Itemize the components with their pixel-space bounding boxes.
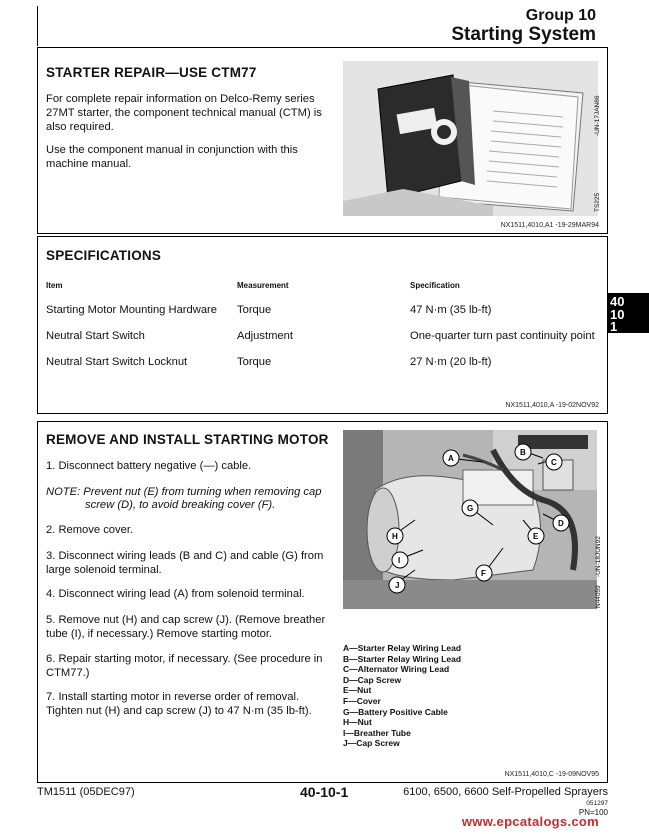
footer-title: 6100, 6500, 6600 Self-Propelled Sprayers	[403, 786, 608, 798]
svg-text:G: G	[467, 504, 474, 513]
step-6: 6. Repair starting motor, if necessary. (See procedure in CTM77.)	[46, 653, 323, 679]
starter-repair-panel	[37, 47, 608, 234]
spec-table-header	[46, 281, 599, 297]
column-header: Measurement	[237, 281, 289, 290]
svg-text:H: H	[392, 532, 398, 541]
spec-item: Neutral Start Switch Locknut	[46, 356, 188, 368]
spec-value: 27 N·m (20 lb-ft)	[410, 356, 492, 368]
legend-item: E—Nut	[343, 685, 372, 696]
manual-illustration	[343, 61, 598, 216]
spec-item: Neutral Start Switch	[46, 330, 145, 342]
svg-text:B: B	[520, 448, 526, 457]
spec-measurement: Adjustment	[237, 330, 293, 342]
section-title: Starting System	[451, 23, 596, 45]
step-1: 1. Disconnect battery negative (—) cable.	[46, 460, 252, 472]
spec-measurement: Torque	[237, 304, 272, 316]
manual-photo	[343, 61, 598, 216]
left-margin-rule	[37, 6, 38, 46]
reference-code: NX1511,4010,A -19-02NOV92	[505, 402, 599, 409]
svg-text:C: C	[551, 458, 557, 467]
group-number: Group 10	[525, 7, 596, 24]
paragraph: Use the component manual in conjunction with this machine manual.	[46, 144, 298, 170]
svg-text:I: I	[398, 556, 401, 565]
manual-code: TM1511 (05DEC97)	[37, 786, 135, 798]
legend-item: J—Cap Screw	[343, 738, 400, 749]
panel-title: STARTER REPAIR—USE CTM77	[46, 65, 257, 80]
svg-text:D: D	[558, 519, 564, 528]
legend-item: I—Breather Tube	[343, 727, 411, 738]
table-row	[46, 330, 599, 346]
step-7: 7. Install starting motor in reverse order of removal. Tighten nut (H) and cap screw (J) to 47 N·m (35 lb-ft).	[46, 691, 312, 717]
paragraph: For complete repair information on Delco-Remy series 27MT starter, the component technical manual (CTM) is also required.	[46, 93, 322, 133]
image-code: TS225	[594, 192, 601, 212]
note-line: NOTE: Prevent nut (E) from turning when removing cap	[46, 486, 322, 498]
image-code: -UN-17JAN86	[594, 95, 601, 136]
page-number: 40-10-1	[300, 784, 349, 800]
svg-text:J: J	[395, 581, 400, 590]
image-code: N44059	[595, 585, 602, 608]
spec-measurement: Torque	[237, 356, 272, 368]
footer-date-code: 051297	[586, 800, 608, 807]
step-5: 5. Remove nut (H) and cap screw (J). (Remove breather tube (I), if necessary.) Remove starting motor.	[46, 614, 326, 640]
legend-item: B—Starter Relay Wiring Lead	[343, 653, 462, 664]
table-row	[46, 356, 599, 372]
section-tab	[606, 293, 649, 333]
tab-line-2: 10	[610, 306, 625, 322]
image-code: -UN-18JUN92	[595, 536, 602, 577]
spec-value: One-quarter turn past continuity point	[410, 330, 595, 342]
column-header: Specification	[410, 281, 460, 290]
legend-item: D—Cap Screw	[343, 674, 402, 685]
legend-item: C—Alternator Wiring Lead	[343, 664, 450, 675]
reference-code: NX1511,4010,C -19-09NOV95	[504, 771, 599, 778]
svg-text:F: F	[481, 569, 486, 578]
legend-item: F—Cover	[343, 695, 381, 706]
column-header: Item	[46, 281, 63, 290]
starter-motor-photo	[343, 430, 597, 609]
svg-text:E: E	[533, 532, 539, 541]
reference-code: NX1511,4010,A1 -19-29MAR94	[500, 222, 599, 229]
table-row	[46, 304, 599, 320]
legend-item: A—Starter Relay Wiring Lead	[343, 643, 462, 653]
watermark: www.epcatalogs.com	[461, 814, 599, 829]
step-3: 3. Disconnect wiring leads (B and C) and cable (G) from large solenoid terminal.	[46, 550, 324, 576]
step-2: 2. Remove cover.	[46, 524, 134, 536]
group-header	[451, 8, 596, 45]
tab-line-1: 40	[610, 294, 625, 309]
starter-motor-illustration	[343, 430, 597, 609]
specifications-panel	[37, 236, 608, 414]
remove-install-panel	[37, 421, 608, 783]
legend-item: H—Nut	[343, 717, 372, 728]
spec-value: 47 N·m (35 lb-ft)	[410, 304, 492, 316]
footer-pn: PN=100	[578, 808, 608, 817]
panel-title: SPECIFICATIONS	[46, 248, 162, 263]
tab-line-3: 1	[610, 319, 618, 334]
legend-item: G—Battery Positive Cable	[343, 706, 448, 717]
panel-title: REMOVE AND INSTALL STARTING MOTOR	[46, 432, 329, 447]
note-line: screw (D), to avoid breaking cover (F).	[85, 499, 276, 511]
svg-text:A: A	[448, 454, 454, 463]
callout-legend	[343, 643, 461, 749]
spec-item: Starting Motor Mounting Hardware	[46, 304, 217, 316]
step-4: 4. Disconnect wiring lead (A) from solenoid terminal.	[46, 588, 305, 600]
